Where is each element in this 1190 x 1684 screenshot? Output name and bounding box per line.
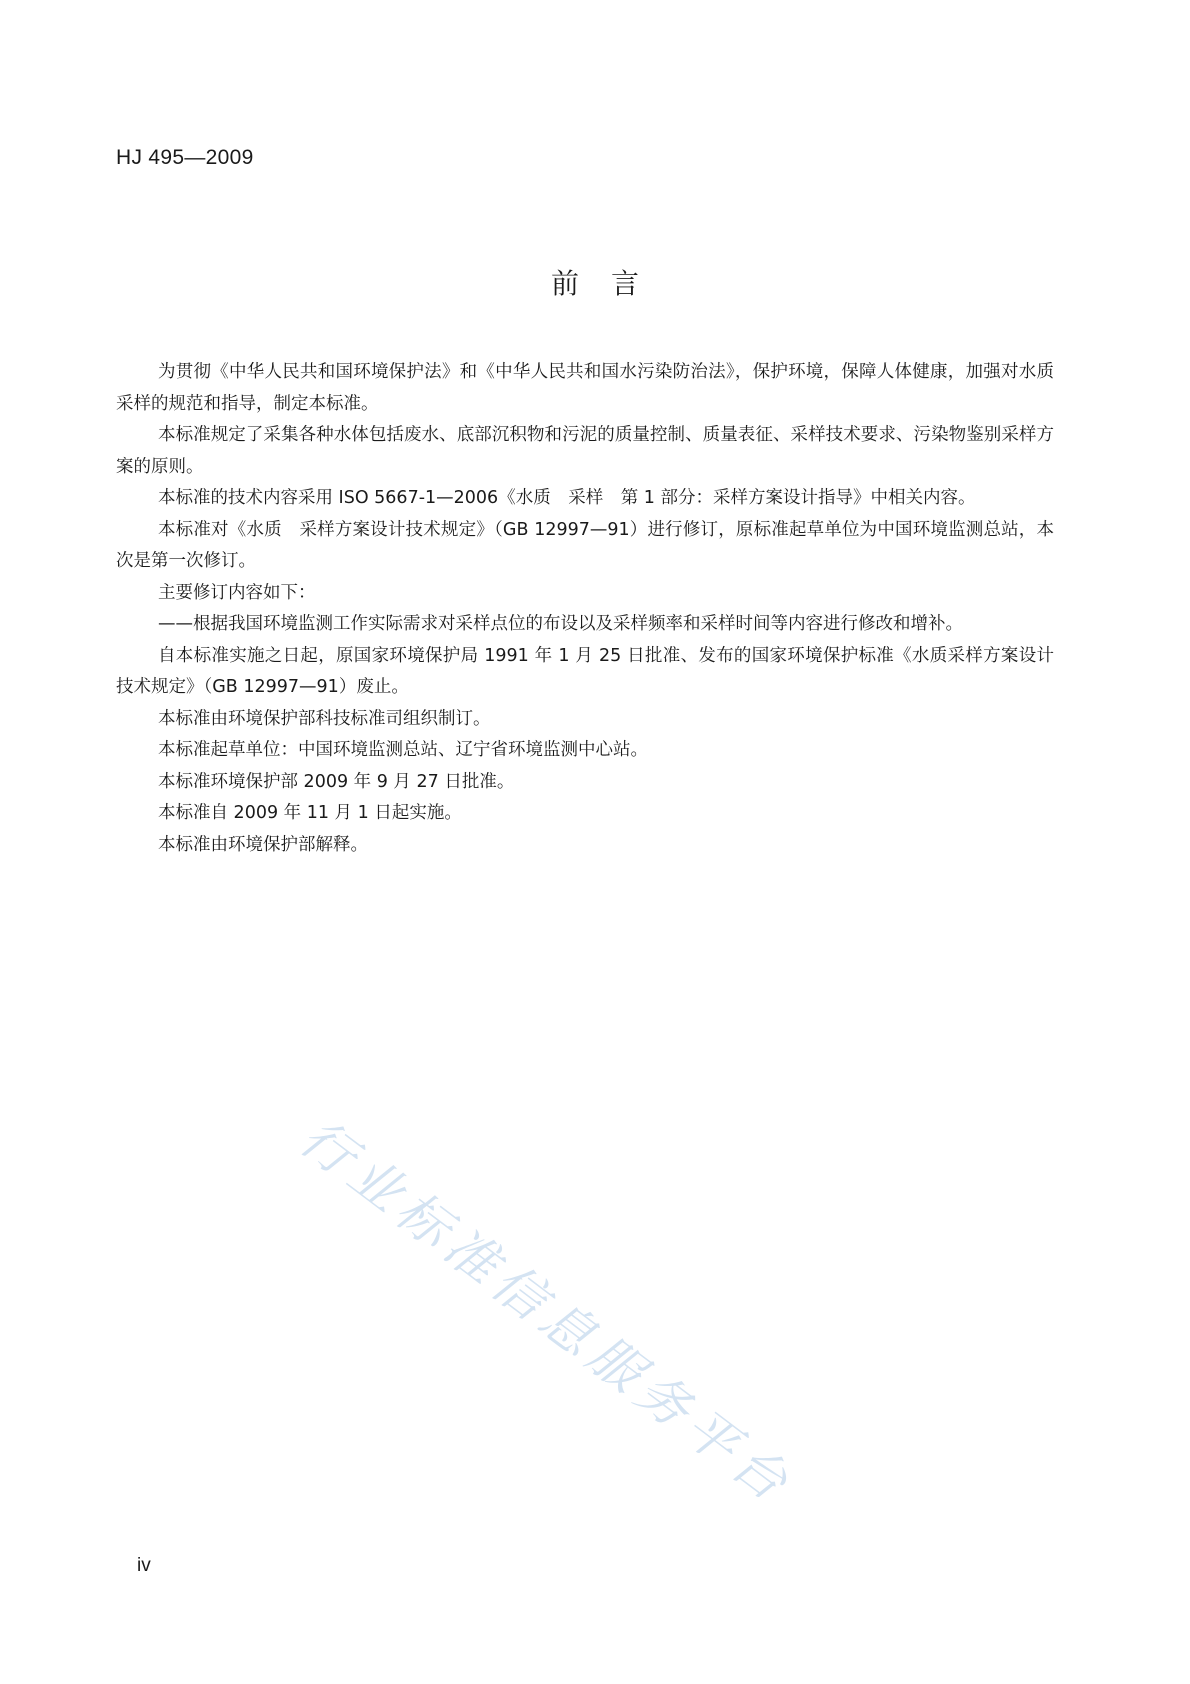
paragraph: 自本标准实施之日起，原国家环境保护局 1991 年 1 月 25 日批准、发布的国家环境保护标准《水质采样方案设计技术规定》（GB 12997—91）废止。 [116,645,1054,697]
foreword-body [116,357,1054,861]
page-number: iv [137,1555,151,1576]
paragraph: 本标准规定了采集各种水体包括废水、底部沉积物和污泥的质量控制、质量表征、采样技术要求、污染物鉴别采样方案的原则。 [116,425,1054,477]
paragraph: 本标准由环境保护部科技标准司组织制订。 [158,708,491,729]
paragraph: 为贯彻《中华人民共和国环境保护法》和《中华人民共和国水污染防治法》，保护环境，保障人体健康，加强对水质采样的规范和指导，制定本标准。 [116,362,1054,414]
watermark: 行业标准信息服务平台 [288,1107,804,1517]
paragraph: 本标准环境保护部 2009 年 9 月 27 日批准。 [158,771,515,792]
standard-code: HJ 495—2009 [116,146,254,169]
paragraph: ——根据我国环境监测工作实际需求对采样点位的布设以及采样频率和采样时间等内容进行修改和增补。 [158,614,963,634]
paragraph: 主要修订内容如下： [158,582,316,603]
paragraph: 本标准由环境保护部解释。 [158,834,368,855]
paragraph: 本标准的技术内容采用 ISO 5667-1—2006《水质 采样 第 1 部分：采样方案设计指导》中相关内容。 [158,488,976,508]
paragraph: 本标准自 2009 年 11 月 1 日起实施。 [158,803,462,823]
paragraph: 本标准起草单位：中国环境监测总站、辽宁省环境监测中心站。 [158,740,648,760]
page-title: 前言 [550,267,671,300]
paragraph: 本标准对《水质 采样方案设计技术规定》（GB 12997—91）进行修订，原标准起草单位为中国环境监测总站，本次是第一次修订。 [116,519,1054,571]
